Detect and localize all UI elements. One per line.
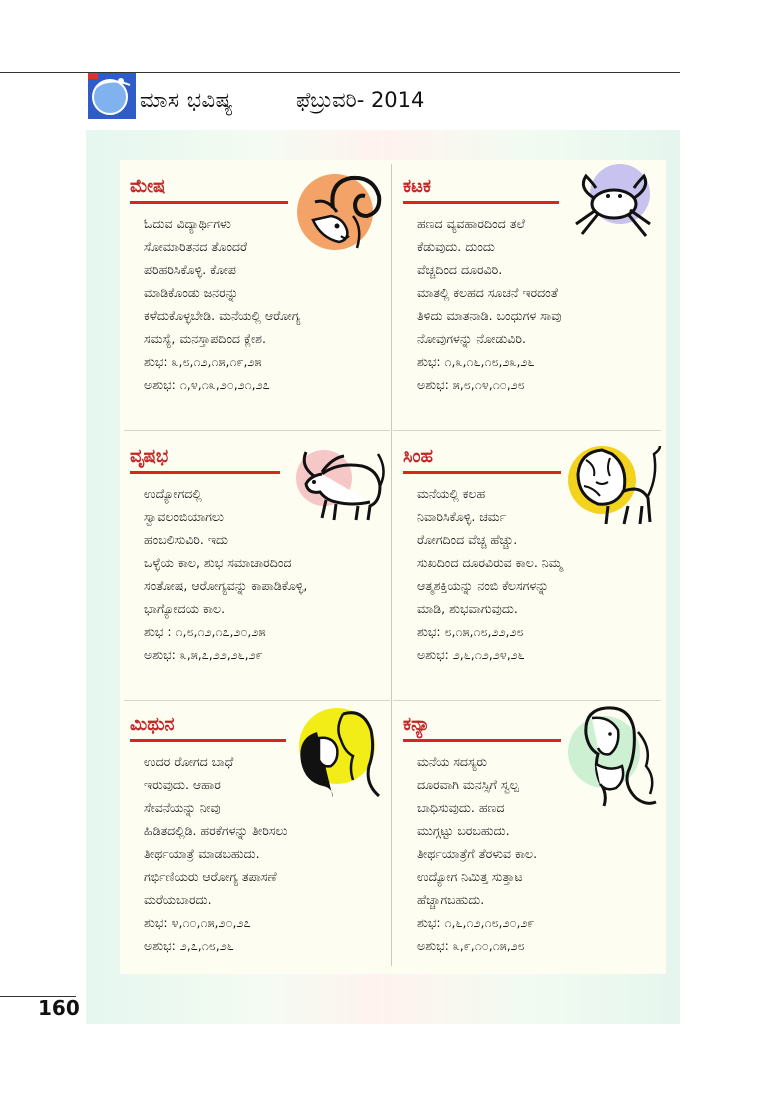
sign-underline xyxy=(130,471,280,474)
text-line: ಒಳ್ಳೆಯ ಕಾಲ, ಶುಭ ಸಮಾಚಾರದಿಂದ xyxy=(144,555,292,570)
lion-icon xyxy=(566,436,664,528)
maiden-icon xyxy=(566,702,664,810)
sign-text xyxy=(144,212,300,396)
ram-icon xyxy=(293,168,389,256)
text-line: ಓದುವ ವಿದ್ಯಾರ್ಥಿಗಳು xyxy=(144,216,231,231)
text-line: ಹಂಬಲಿಸುವಿರಿ. ಇದು xyxy=(144,532,229,547)
text-line: ದೂರವಾಗಿ ಮನಸ್ಸಿಗೆ ಸ್ವಲ್ಪ xyxy=(417,777,519,792)
text-line: ಉದ್ಯೋಗ ನಿಮಿತ್ತ ಸುತ್ತಾಟ xyxy=(417,869,523,884)
zodiac-logo-icon xyxy=(88,73,136,119)
text-line: ತಿಳಿದು ಮಾತನಾಡಿ. ಬಂಧುಗಳ ಸಾವು xyxy=(417,308,562,323)
text-line: ಮಾಡಿಕೊಂಡು ಜನರನ್ನು xyxy=(144,285,239,300)
text-line: ಶುಭ: ೪,೧೦,೧೫,೨೦,೨೭ xyxy=(144,915,251,930)
row-divider xyxy=(393,700,661,701)
text-line: ತೀರ್ಥಯಾತ್ರೆ ಮಾಡಬಹುದು. xyxy=(144,846,260,861)
text-line: ಅಶುಭ: ೩,೯,೧೦,೧೫,೨೮ xyxy=(417,938,525,953)
text-line: ಶುಭ: ೮,೧೫,೧೮,೨೨,೨೮ xyxy=(417,624,524,639)
text-line: ಮರೆಯಬಾರದು. xyxy=(144,892,212,907)
text-line: ಕಳೆದುಕೊಳ್ಳಬೇಡಿ. ಮನೆಯಲ್ಲಿ ಆರೋಗ್ಯ xyxy=(144,308,301,323)
text-line: ಹಣದ ವ್ಯವಹಾರದಿಂದ ತಲೆ xyxy=(417,216,525,231)
sign-underline xyxy=(403,201,559,204)
sign-name: ವೃಷಭ xyxy=(130,446,169,467)
text-line: ಮನೆಯಲ್ಲಿ ಕಲಹ xyxy=(417,486,486,501)
sign-text xyxy=(417,212,561,396)
text-line: ಮುಗ್ಗಟ್ಟು ಬರಬಹುದು. xyxy=(417,823,510,838)
text-line: ಅಶುಭ: ೩,೫,೭,೨೨,೨೬,೨೯ xyxy=(144,647,263,662)
page-number: 160 xyxy=(38,996,80,1020)
text-line: ಸಂತೋಷ, ಆರೋಗ್ಯವನ್ನು ಕಾಪಾಡಿಕೊಳ್ಳಿ, xyxy=(144,578,308,593)
crab-icon xyxy=(568,162,664,244)
sign-text xyxy=(144,750,288,957)
sign-name: ಮಿಥುನ xyxy=(130,714,175,735)
text-line: ಶುಭ: ೩,೮,೧೨,೧೫,೧೯,೨೫ xyxy=(144,354,262,369)
text-line: ಅಶುಭ: ೫,೮,೧೪,೧೦,೨೮ xyxy=(417,377,525,392)
text-line: ಸಮಸ್ಯೆ, ಮನಸ್ತಾಪದಿಂದ ಕ್ಲೇಶ. xyxy=(144,331,266,346)
sign-text xyxy=(417,750,537,957)
text-line: ಕೆಡುವುದು. ದುಂದು xyxy=(417,239,495,254)
sign-underline xyxy=(403,471,561,474)
sign-underline xyxy=(130,739,286,742)
sign-name: ಮೇಷ xyxy=(130,176,166,197)
text-line: ಹೆಚ್ಚಾಗಬಹುದು. xyxy=(417,892,485,907)
row-divider xyxy=(124,700,390,701)
text-line: ಗರ್ಭಿಣಿಯರು ಆರೋಗ್ಯ ತಪಾಸಣೆ xyxy=(144,869,277,884)
text-line: ಮಾತಲ್ಲಿ ಕಲಹದ ಸೂಚನೆ ಇರದಂತೆ xyxy=(417,285,558,300)
text-line: ನಿವಾರಿಸಿಕೊಳ್ಳಿ. ಚರ್ಮ xyxy=(417,509,507,524)
column-divider xyxy=(391,164,392,966)
text-line: ಆತ್ಮಶಕ್ತಿಯನ್ನು ನಂಬಿ ಕೆಲಸಗಳನ್ನು xyxy=(417,578,549,593)
row-divider xyxy=(124,430,390,431)
page-date: ಫೆಬ್ರುವರಿ- 2014 xyxy=(296,88,425,112)
text-line: ಮನೆಯ ಸದಸ್ಯರು xyxy=(417,754,487,769)
text-line: ಹಿಡಿತದಲ್ಲಿಡಿ. ಹರಕೆಗಳನ್ನು ತೀರಿಸಲು xyxy=(144,823,288,838)
text-line: ಸೋಮಾರಿತನದ ತೊಂದರೆ xyxy=(144,239,248,254)
text-line: ವೆಚ್ಚದಿಂದ ದೂರವಿರಿ. xyxy=(417,262,503,277)
page-title: ಮಾಸ ಭವಿಷ್ಯ xyxy=(140,88,234,112)
sign-underline xyxy=(130,201,288,204)
text-line: ಶುಭ: ೧,೬,೧೨,೧೮,೨೦,೨೯ xyxy=(417,915,535,930)
row-divider xyxy=(393,430,661,431)
text-line: ಸ್ವಾವಲಂಬಿಯಾಗಲು xyxy=(144,509,224,524)
sign-name: ಸಿಂಹ xyxy=(403,446,434,467)
text-line: ರೋಗದಿಂದ ವೆಚ್ಚ ಹೆಚ್ಚು. xyxy=(417,532,518,547)
text-line: ಅಶುಭ: ೨,೭,೧೮,೨೬ xyxy=(144,938,234,953)
text-line: ಶುಭ: ೧,೩,೧೬,೧೮,೨೩,೨೬ xyxy=(417,354,535,369)
text-line: ಅಶುಭ: ೧,೪,೧೩,೨೦,೨೧,೨೭ xyxy=(144,377,270,392)
text-line: ಭಾಗ್ಯೋದಯ ಕಾಲ. xyxy=(144,601,226,616)
text-line: ಸೇವನೆಯನ್ನು ನೀವು xyxy=(144,800,221,815)
sign-name: ಕಟಕ xyxy=(403,176,431,197)
text-line: ಬಾಧಿಸುವುದು. ಹಣದ xyxy=(417,800,505,815)
sign-name: ಕನ್ಯಾ xyxy=(403,714,430,735)
text-line: ಅಶುಭ: ೨,೬,೧೨,೨೪,೨೬ xyxy=(417,647,525,662)
text-line: ತೀರ್ಥಯಾತ್ರೆಗೆ ತೆರಳುವ ಕಾಲ. xyxy=(417,846,538,861)
twins-icon xyxy=(293,704,387,800)
text-line: ಇರುವುದು. ಆಹಾರ xyxy=(144,777,221,792)
text-line: ಉದರ ರೋಗದ ಬಾಧೆ xyxy=(144,754,234,769)
sign-text xyxy=(417,482,562,666)
text-line: ಮಾಡಿ, ಶುಭವಾಗುವುದು. xyxy=(417,601,518,616)
text-line: ಉದ್ಯೋಗದಲ್ಲಿ xyxy=(144,486,202,501)
sign-text xyxy=(144,482,307,666)
text-line: ಸುಖದಿಂದ ದೂರವಿರುವ ಕಾಲ. ನಿಮ್ಮ xyxy=(417,555,563,570)
sign-underline xyxy=(403,739,561,742)
text-line: ಶುಭ : ೧,೮,೧೨,೧೭,೨೦,೨೫ xyxy=(144,624,266,639)
text-line: ನೋವುಗಳನ್ನು ನೋಡುವಿರಿ. xyxy=(417,331,526,346)
bull-icon xyxy=(292,440,390,524)
text-line: ಪರಿಹರಿಸಿಕೊಳ್ಳಿ. ಕೋಪ xyxy=(144,262,236,277)
